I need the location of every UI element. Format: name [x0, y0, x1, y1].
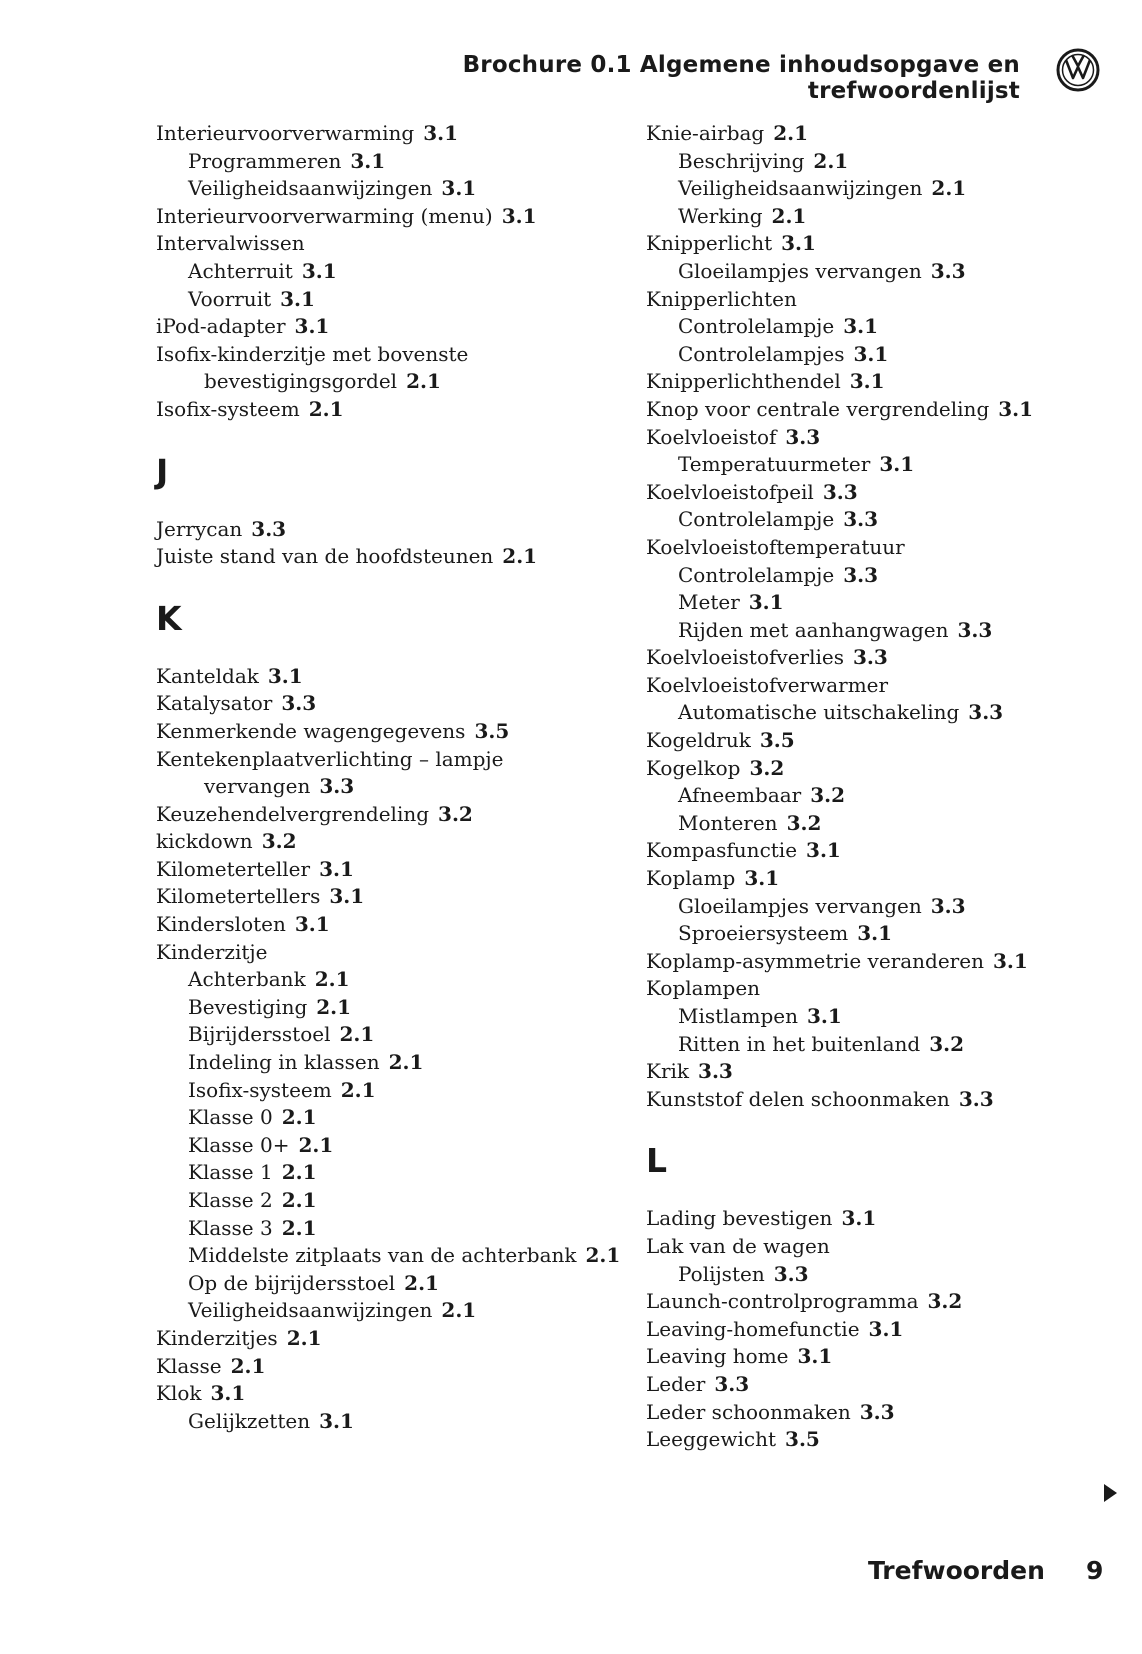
index-page-ref: 2.1: [308, 396, 344, 421]
index-term: Leder: [646, 1371, 706, 1396]
index-page-ref: 2.1: [388, 1050, 424, 1075]
index-page-ref: 2.1: [340, 1077, 376, 1102]
index-subentry: [646, 893, 1126, 921]
index-entry: [156, 1353, 626, 1381]
index-subentry: [646, 203, 1126, 231]
index-page-ref: 3.3: [968, 700, 1004, 725]
index-term: Kompasfunctie: [646, 838, 798, 863]
index-entry: [646, 479, 1126, 507]
index-term: Veiligheidsaanwijzingen: [188, 176, 433, 201]
index-term: Klasse 0+: [188, 1132, 290, 1157]
index-term: Controlelampje: [678, 562, 835, 587]
index-term: Klasse 3: [188, 1215, 273, 1240]
index-page-ref: 3.1: [992, 948, 1028, 973]
index-term: Veiligheidsaanwijzingen: [678, 176, 923, 201]
index-term: Krik: [646, 1059, 690, 1084]
index-page-ref: 3.2: [749, 755, 785, 780]
index-term: Interieurvoorverwarming (menu): [156, 203, 493, 228]
index-term: Koelvloeistofpeil: [646, 479, 814, 504]
index-subentry: [156, 994, 626, 1022]
index-term: Katalysator: [156, 691, 273, 716]
index-page-ref: 2.1: [931, 176, 967, 201]
index-subentry: [156, 258, 626, 286]
index-entry: [646, 120, 1126, 148]
index-letter-heading: L: [646, 1141, 668, 1181]
index-term: Polijsten: [678, 1261, 765, 1286]
index-entry: [646, 1233, 1126, 1261]
index-page-ref: 3.5: [759, 728, 795, 753]
index-letter-heading: K: [156, 598, 182, 638]
index-term: Lak van de wagen: [646, 1233, 830, 1258]
index-page-ref: 3.3: [843, 507, 879, 532]
index-term: Isofix-systeem: [188, 1077, 332, 1102]
index-term: Meter: [678, 590, 740, 615]
index-term: kickdown: [156, 829, 253, 854]
index-subentry: [156, 1077, 626, 1105]
index-term: Jerrycan: [156, 516, 243, 541]
index-page-ref: 3.3: [281, 691, 317, 716]
index-subentry: [646, 589, 1126, 617]
index-page-ref: 3.1: [849, 369, 885, 394]
index-term: Sproeiersysteem: [678, 921, 849, 946]
index-page-ref: 2.1: [281, 1188, 317, 1212]
index-subentry: [646, 175, 1126, 203]
index-entry: [646, 975, 1126, 1003]
index-entry: [156, 828, 626, 856]
index-term: iPod-adapter: [156, 314, 286, 339]
index-page-ref: 3.1: [210, 1381, 246, 1406]
index-page-ref: 3.2: [927, 1289, 963, 1314]
index-entry: [646, 1058, 1126, 1086]
index-term: Temperatuurmeter: [678, 452, 871, 477]
index-page-ref: 2.1: [502, 544, 538, 569]
index-term: Koelvloeistof: [646, 424, 777, 449]
index-entry: [156, 368, 626, 396]
index-page-ref: 3.1: [319, 1408, 354, 1433]
index-term: Koplampen: [646, 976, 761, 1001]
index-entry: [156, 718, 626, 746]
index-page-ref: 3.2: [261, 829, 297, 854]
index-term: Klasse 1: [188, 1160, 273, 1185]
index-page-ref: 2.1: [230, 1353, 266, 1378]
index-page-ref: 2.1: [404, 1270, 439, 1295]
index-entry: [646, 534, 1126, 562]
index-page-ref: 2.1: [339, 1022, 375, 1047]
index-term: Kentekenplaatverlichting – lampje: [156, 746, 504, 771]
index-entry: [646, 755, 1126, 783]
index-page-ref: 2.1: [585, 1243, 621, 1268]
index-entry: [156, 543, 626, 571]
index-page-ref: 3.1: [806, 838, 841, 863]
index-page-ref: 2.1: [406, 369, 441, 394]
index-subentry: [156, 1297, 626, 1325]
index-entry: [646, 368, 1126, 396]
index-subentry: [646, 699, 1126, 727]
index-term: Knipperlichten: [646, 286, 797, 311]
index-entry: [156, 883, 626, 911]
index-page-ref: 3.2: [810, 783, 846, 808]
index-subentry: [646, 506, 1126, 534]
index-page-ref: 2.1: [316, 994, 352, 1019]
index-term: Klasse 2: [188, 1188, 273, 1212]
index-term: Controlelampje: [678, 507, 835, 532]
index-subentry: [156, 966, 626, 994]
index-term: Middelste zitplaats van de achterbank: [188, 1243, 577, 1268]
index-entry: [156, 1380, 626, 1408]
index-page-ref: 3.1: [350, 148, 386, 173]
index-page-ref: 3.2: [438, 801, 473, 826]
index-page-ref: 3.1: [853, 341, 889, 366]
index-page-ref: 3.1: [501, 203, 537, 228]
index-term: Leeggewicht: [646, 1427, 777, 1452]
index-page-ref: 3.3: [957, 617, 993, 642]
index-term: Klasse 0: [188, 1105, 273, 1130]
index-term: Leaving-homefunctie: [646, 1316, 860, 1341]
index-term: Knipperlichthendel: [646, 369, 841, 394]
index-term: Isofix-kinderzitje met bovenste: [156, 341, 469, 366]
index-term: Juiste stand van de hoofdsteunen: [156, 544, 494, 569]
index-page-ref: 3.3: [843, 562, 879, 587]
index-page-ref: 3.1: [294, 912, 330, 937]
index-term: Kogelkop: [646, 755, 741, 780]
index-subentry: [156, 1132, 626, 1160]
index-page-ref: 3.1: [423, 121, 458, 145]
index-term: Kindersloten: [156, 912, 286, 937]
index-page-ref: 3.3: [714, 1371, 750, 1396]
index-term: Kilometerteller: [156, 856, 311, 881]
index-subentry: [156, 1270, 626, 1298]
index-page-ref: 2.1: [286, 1325, 322, 1350]
index-subentry: [646, 810, 1126, 838]
index-term: Ritten in het buitenland: [678, 1031, 921, 1056]
index-term: Gloeilampjes vervangen: [678, 893, 922, 918]
index-page-ref: 2.1: [773, 121, 809, 145]
index-term: Kilometertellers: [156, 884, 321, 909]
index-term: Knop voor centrale vergrendeling: [646, 396, 990, 421]
index-page-ref: 3.3: [958, 1086, 994, 1111]
index-term: Afneembaar: [678, 783, 802, 808]
index-entry: [156, 801, 626, 829]
index-term: Gelijkzetten: [188, 1408, 311, 1433]
index-term: Werking: [678, 203, 763, 228]
index-column-right: [646, 120, 1126, 1454]
index-page-ref: 2.1: [771, 203, 807, 228]
index-page-ref: 2.1: [298, 1132, 334, 1157]
index-subentry: [156, 1215, 626, 1243]
index-term: Lading bevestigen: [646, 1206, 833, 1231]
index-entry: [646, 727, 1126, 755]
page-number: 9: [1086, 1556, 1104, 1585]
index-entry: [646, 948, 1126, 976]
index-term: Klok: [156, 1381, 202, 1406]
index-page-ref: 3.3: [251, 516, 287, 541]
index-term: Monteren: [678, 810, 778, 835]
index-subentry: [646, 341, 1126, 369]
index-term: Isofix-systeem: [156, 396, 300, 421]
index-page-ref: 2.1: [441, 1298, 477, 1323]
footer-section-label: Trefwoorden: [868, 1556, 1045, 1585]
index-entry: [156, 690, 626, 718]
index-subentry: [646, 562, 1126, 590]
index-entry: [646, 286, 1126, 314]
index-subentry: [156, 175, 626, 203]
index-entry: [646, 1343, 1126, 1371]
index-entry: [156, 203, 626, 231]
index-term: Veiligheidsaanwijzingen: [188, 1298, 433, 1323]
index-term: Rijden met aanhangwagen: [678, 617, 949, 642]
index-term: Koplamp-asymmetrie veranderen: [646, 948, 984, 973]
index-entry: [646, 1371, 1126, 1399]
index-page-ref: 3.1: [843, 314, 879, 339]
index-term: Koelvloeistoftemperatuur: [646, 534, 905, 559]
index-page-ref: 2.1: [281, 1215, 317, 1240]
index-term: Knipperlicht: [646, 231, 773, 256]
index-subentry: [156, 286, 626, 314]
index-entry: [156, 1325, 626, 1353]
index-entry: [156, 663, 626, 691]
index-entry: [646, 837, 1126, 865]
index-entry: [156, 911, 626, 939]
index-page-ref: 3.1: [857, 921, 893, 946]
index-page-ref: 3.3: [319, 774, 355, 799]
index-page-ref: 3.1: [441, 176, 477, 201]
next-page-arrow-icon: [1104, 1484, 1117, 1502]
index-subentry: [646, 451, 1126, 479]
index-term: Achterbank: [188, 967, 306, 992]
index-subentry: [156, 1187, 626, 1215]
index-term: Intervalwissen: [156, 231, 305, 256]
index-page-ref: 3.3: [930, 258, 966, 283]
index-subentry: [156, 1159, 626, 1187]
index-page-ref: 2.1: [281, 1105, 317, 1130]
index-page-ref: 3.1: [301, 258, 337, 283]
index-term: Launch-controlprogramma: [646, 1289, 919, 1314]
index-term: Mistlampen: [678, 1004, 798, 1028]
index-page-ref: 3.3: [859, 1399, 895, 1424]
index-term: Beschrijving: [678, 148, 805, 173]
index-term: Leder schoonmaken: [646, 1399, 851, 1424]
index-entry: [646, 1316, 1126, 1344]
index-subentry: [646, 1261, 1126, 1289]
index-term: Kanteldak: [156, 663, 259, 688]
index-entry: [646, 230, 1126, 258]
index-entry: [646, 424, 1126, 452]
index-page-ref: 3.5: [474, 718, 510, 743]
index-letter-heading: J: [156, 451, 169, 491]
index-subentry: [156, 1104, 626, 1132]
index-page-ref: 3.3: [852, 645, 888, 670]
index-term: Achterruit: [188, 258, 293, 283]
index-term: bevestigingsgordel: [204, 369, 398, 394]
index-page-ref: 3.5: [785, 1427, 820, 1452]
index-subentry: [156, 148, 626, 176]
index-term: Voorruit: [188, 286, 272, 311]
index-entry: [156, 773, 626, 801]
index-page-ref: 3.1: [868, 1316, 904, 1341]
vw-logo-icon: [1056, 48, 1100, 92]
index-entry: [156, 396, 626, 424]
index-page-ref: 3.3: [785, 424, 821, 449]
index-page-ref: 2.1: [281, 1160, 317, 1185]
index-page-ref: 3.1: [267, 663, 303, 688]
index-entry: [646, 1205, 1126, 1233]
index-subentry: [156, 1242, 626, 1270]
index-subentry: [646, 782, 1126, 810]
index-term: Klasse: [156, 1353, 222, 1378]
index-page-ref: 3.3: [698, 1059, 733, 1084]
index-entry: [156, 120, 626, 148]
index-entry: [646, 672, 1126, 700]
index-entry: [646, 644, 1126, 672]
page-header-title: Brochure 0.1 Algemene inhoudsopgave en trefwoordenlijst: [462, 52, 1020, 104]
index-subentry: [646, 148, 1126, 176]
index-subentry: [646, 1003, 1126, 1031]
index-entry: [156, 516, 626, 544]
index-term: vervangen: [204, 774, 311, 799]
index-term: Op de bijrijdersstoel: [188, 1270, 396, 1295]
index-term: Interieurvoorverwarming: [156, 121, 415, 145]
index-subentry: [646, 920, 1126, 948]
index-page-ref: 3.1: [744, 866, 780, 891]
index-page-ref: 3.1: [280, 286, 315, 311]
index-entry: [156, 856, 626, 884]
index-page-ref: 3.1: [294, 314, 330, 339]
index-entry: [646, 1399, 1126, 1427]
index-entry: [646, 1288, 1126, 1316]
index-term: Knie-airbag: [646, 121, 765, 145]
index-entry: [646, 1086, 1126, 1114]
index-page-ref: 2.1: [314, 967, 350, 992]
index-term: Kenmerkende wagengegevens: [156, 718, 466, 743]
index-page-ref: 3.3: [930, 893, 966, 918]
index-subentry: [646, 258, 1126, 286]
index-entry: [156, 341, 626, 369]
index-term: Kinderzitjes: [156, 1325, 278, 1350]
index-entry: [156, 230, 626, 258]
index-page-ref: 3.1: [329, 884, 365, 909]
index-page-ref: 3.3: [773, 1261, 809, 1286]
index-subentry: [156, 1408, 626, 1436]
index-term: Kunststof delen schoonmaken: [646, 1086, 950, 1111]
index-entry: [646, 396, 1126, 424]
index-page-ref: 3.1: [998, 396, 1034, 421]
index-page-ref: 3.2: [786, 810, 822, 835]
index-term: Kinderzitje: [156, 939, 268, 964]
index-page-ref: 3.1: [748, 590, 784, 615]
index-page-ref: 3.1: [797, 1344, 833, 1369]
index-subentry: [646, 313, 1126, 341]
index-term: Bevestiging: [188, 994, 308, 1019]
index-page-ref: 3.2: [929, 1031, 964, 1056]
index-page-ref: 2.1: [813, 148, 849, 173]
index-entry: [646, 1426, 1126, 1454]
index-entry: [156, 313, 626, 341]
index-column-left: [156, 120, 626, 1435]
index-subentry: [156, 1021, 626, 1049]
index-page-ref: 3.1: [879, 452, 915, 477]
index-term: Controlelampjes: [678, 341, 845, 366]
index-entry: [646, 865, 1126, 893]
index-term: Koelvloeistofverwarmer: [646, 672, 889, 697]
index-page-ref: 3.1: [841, 1206, 877, 1231]
index-subentry: [646, 1031, 1126, 1059]
index-page-ref: 3.1: [319, 856, 354, 881]
index-entry: [156, 939, 626, 967]
index-term: Controlelampje: [678, 314, 835, 339]
index-term: Programmeren: [188, 148, 342, 173]
index-term: Koelvloeistofverlies: [646, 645, 844, 670]
index-term: Bijrijdersstoel: [188, 1022, 331, 1047]
index-page-ref: 3.1: [806, 1004, 842, 1028]
index-term: Automatische uitschakeling: [678, 700, 960, 725]
index-term: Leaving home: [646, 1344, 789, 1369]
index-term: Gloeilampjes vervangen: [678, 258, 922, 283]
index-term: Indeling in klassen: [188, 1050, 380, 1075]
index-page-ref: 3.1: [781, 231, 816, 256]
index-entry: [156, 746, 626, 774]
index-page-ref: 3.3: [822, 479, 858, 504]
index-subentry: [646, 617, 1126, 645]
index-term: Keuzehendelvergrendeling: [156, 801, 430, 826]
index-term: Koplamp: [646, 866, 736, 891]
index-term: Kogeldruk: [646, 728, 751, 753]
index-subentry: [156, 1049, 626, 1077]
